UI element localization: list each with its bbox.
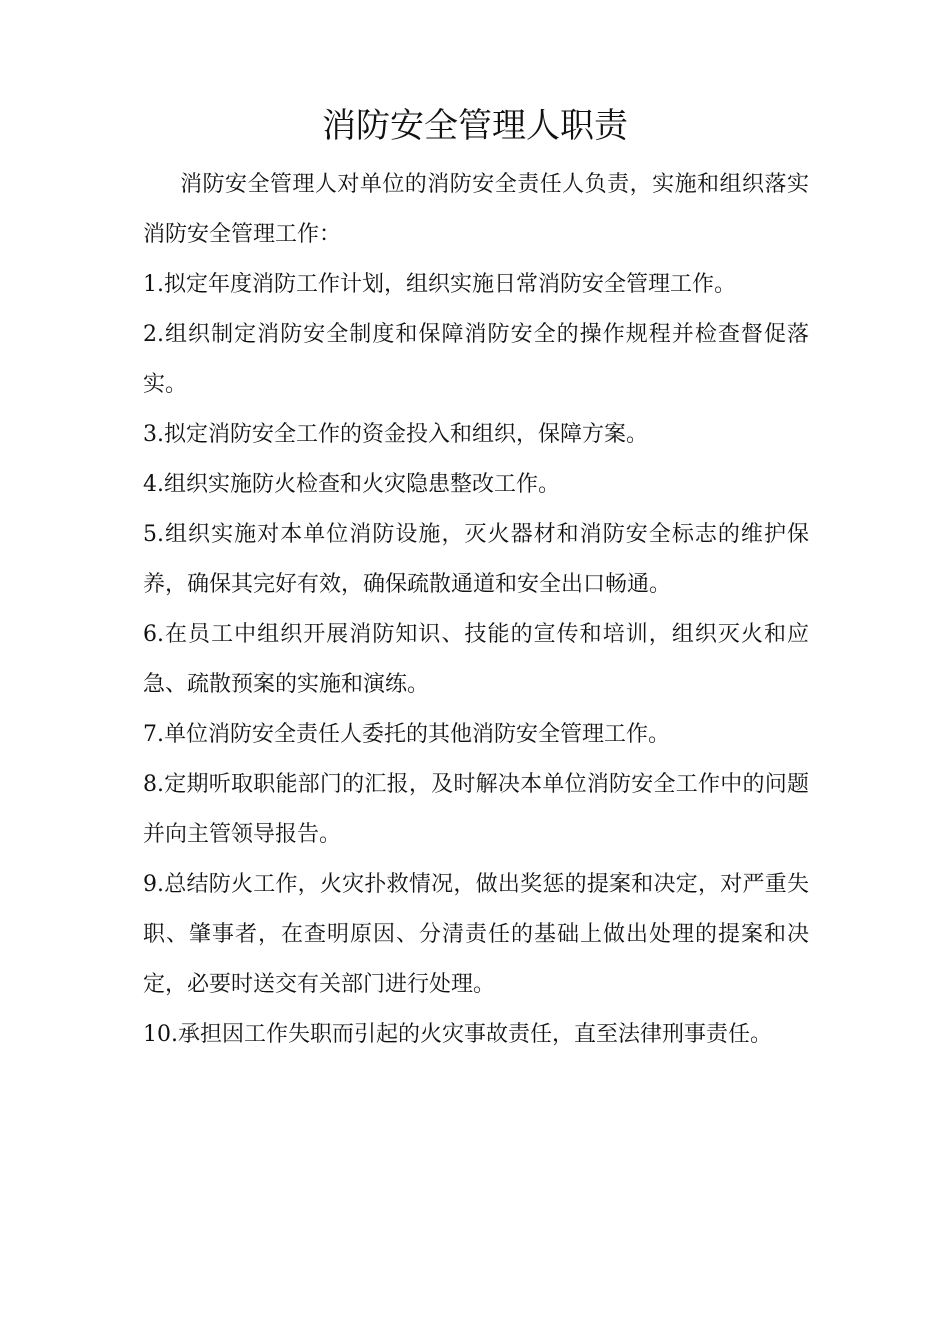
duty-item-3: 3.拟定消防安全工作的资金投入和组织，保障方案。 <box>143 422 648 447</box>
document-body <box>143 160 809 1060</box>
duty-item-7: 7.单位消防安全责任人委托的其他消防安全管理工作。 <box>143 722 670 747</box>
duty-item-5: 5.组织实施对本单位消防设施，灭火器材和消防安全标志的维护保养，确保其完好有效，确保疏散通道和安全出口畅通。 <box>143 522 809 597</box>
document-title: 消防安全管理人职责 <box>322 106 628 146</box>
duty-item-2: 2.组织制定消防安全制度和保障消防安全的操作规程并检查督促落实。 <box>143 322 809 397</box>
duty-item-9: 9.总结防火工作，火灾扑救情况，做出奖惩的提案和决定，对严重失职、肇事者，在查明原因、分清责任的基础上做出处理的提案和决定，必要时送交有关部门进行处理。 <box>143 872 809 997</box>
duty-item-4: 4.组织实施防火检查和火灾隐患整改工作。 <box>143 472 560 497</box>
duty-item-10: 10.承担因工作失职而引起的火灾事故责任，直至法律刑事责任。 <box>143 1022 772 1047</box>
intro-paragraph: 消防安全管理人对单位的消防安全责任人负责，实施和组织落实消防安全管理工作： <box>143 172 809 247</box>
duty-item-8: 8.定期听取职能部门的汇报，及时解决本单位消防安全工作中的问题并向主管领导报告。 <box>143 772 809 847</box>
duty-item-6: 6.在员工中组织开展消防知识、技能的宣传和培训，组织灭火和应急、疏散预案的实施和演练。 <box>143 622 809 697</box>
duty-item-1: 1.拟定年度消防工作计划，组织实施日常消防安全管理工作。 <box>143 272 736 297</box>
